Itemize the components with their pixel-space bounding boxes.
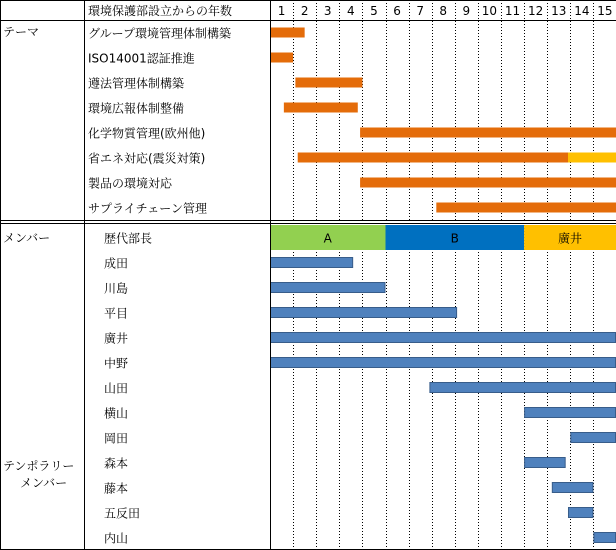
year-label-11: 11 xyxy=(504,4,521,18)
member-bar xyxy=(594,533,616,543)
year-label-7: 7 xyxy=(416,4,424,18)
theme-bar xyxy=(284,103,358,113)
member-bar xyxy=(525,458,566,468)
member-bar xyxy=(525,408,616,418)
theme-bar xyxy=(436,203,616,213)
theme-bar xyxy=(360,128,616,138)
theme-label: サプライチェーン管理 xyxy=(88,201,208,216)
member-label: 横山 xyxy=(104,406,129,421)
theme-label: 化学物質管理(欧州他) xyxy=(88,126,206,141)
member-label: 五反田 xyxy=(104,506,141,521)
member-bar xyxy=(271,308,457,318)
section-label-temporary: テンポラリーメンバー xyxy=(3,459,75,490)
theme-label: 遵法管理体制構築 xyxy=(88,76,185,91)
year-label-1: 1 xyxy=(277,4,286,18)
theme-label: 省エネ対応(震災対策) xyxy=(88,151,206,166)
member-bar xyxy=(271,258,353,268)
year-label-10: 10 xyxy=(481,4,498,18)
member-label: 内山 xyxy=(104,531,129,546)
member-label: 中野 xyxy=(104,356,129,371)
member-bar xyxy=(571,433,616,443)
year-label-12: 12 xyxy=(528,4,544,18)
year-label-14: 14 xyxy=(574,4,590,18)
member-label: 廣井 xyxy=(104,331,129,346)
member-label: 平目 xyxy=(104,306,129,321)
theme-label: グループ環境管理体制構築 xyxy=(88,26,232,41)
theme-bar xyxy=(295,78,362,88)
year-label-13: 13 xyxy=(551,4,567,18)
member-label: 岡田 xyxy=(104,431,129,446)
theme-label: 環境広報体制整備 xyxy=(88,101,185,116)
year-label-6: 6 xyxy=(393,4,401,18)
member-bar xyxy=(271,333,616,343)
member-bar xyxy=(552,483,593,493)
year-label-2: 2 xyxy=(300,4,309,18)
year-label-8: 8 xyxy=(439,4,448,18)
member-label: 森本 xyxy=(104,456,129,471)
theme-label: 製品の環境対応 xyxy=(88,176,173,191)
member-bar xyxy=(430,383,616,393)
member-label: 山田 xyxy=(104,381,129,396)
member-label: 藤本 xyxy=(104,481,129,496)
header-label: 環境保護部設立からの年数 xyxy=(88,4,233,18)
year-label-4: 4 xyxy=(347,4,355,18)
theme-bar-highlight xyxy=(568,153,616,163)
theme-bar xyxy=(270,53,293,63)
member-bar xyxy=(271,283,386,293)
leader-term-label: 廣井 xyxy=(558,231,583,246)
theme-bar xyxy=(270,28,305,38)
leader-term-label: B xyxy=(450,231,459,246)
year-label-3: 3 xyxy=(323,4,332,18)
member-label: 成田 xyxy=(104,256,129,271)
section-label-member: メンバー xyxy=(3,231,51,245)
leaders-label: 歴代部長 xyxy=(104,231,153,246)
year-label-15: 15 xyxy=(597,4,613,18)
member-bar xyxy=(568,508,592,518)
leader-term-label: A xyxy=(323,231,332,246)
theme-bar xyxy=(360,178,616,188)
year-label-5: 5 xyxy=(370,4,378,18)
year-label-9: 9 xyxy=(462,4,471,18)
theme-label: ISO14001認証推進 xyxy=(88,51,195,66)
section-label-theme: テーマ xyxy=(3,25,40,39)
member-label: 川島 xyxy=(104,281,129,296)
member-bar xyxy=(271,358,616,368)
